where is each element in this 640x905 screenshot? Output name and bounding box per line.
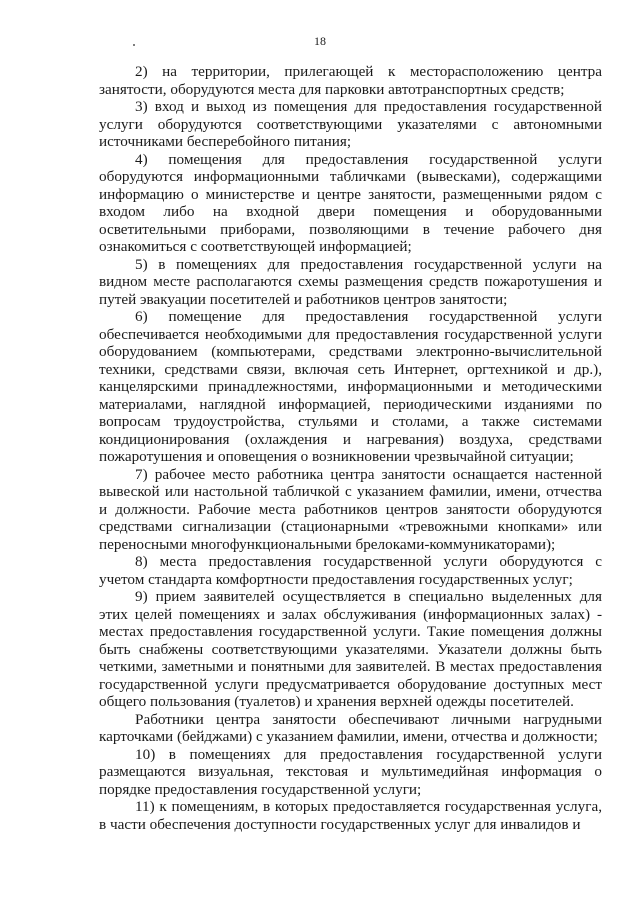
page-number: 18 [314, 34, 326, 48]
paragraph-item-7: 7) рабочее место работника центра занятости оснащается настенной вывеской или настольной табличкой с указанием фамилии, имени, отчества и должности. Рабочие места работников центров занятости оборудуются средствами сигнализации (стационарными «тревожными кнопками» или переносными многофункциональными брелоками-коммуникаторами); [99, 465, 602, 553]
scan-speck [133, 44, 135, 46]
paragraph-item-11: 11) к помещениям, в которых предоставляется государственная услуга, в части обеспечения доступности государственных услуг для инвалидов и [99, 798, 602, 833]
paragraph-item-3: 3) вход и выход из помещения для предоставления государственной услуги оборудуются соответствующими указателями с автономными источниками бесперебойного питания; [99, 98, 602, 150]
paragraph-item-4: 4) помещения для предоставления государственной услуги оборудуются информационными табличками (вывесками), содержащими информацию о министерстве и центре занятости, размещенными рядом с входом либо на входной двери помещения и оборудованными осветительными приборами, позволяющими в течение рабочего дня ознакомиться с соответствующей информацией; [99, 150, 602, 255]
paragraph-staff-badges: Работники центра занятости обеспечивают личными нагрудными карточками (бейджами) с указанием фамилии, имени, отчества и должности; [99, 710, 602, 745]
paragraph-item-8: 8) места предоставления государственной услуги оборудуются с учетом стандарта комфортности предоставления государственных услуг; [99, 553, 602, 588]
paragraph-item-6: 6) помещение для предоставления государственной услуги обеспечивается необходимыми для предоставления государственной услуги оборудованием (компьютерами, средствами электронно-вычислительной техники, средствами связи, включая сеть Интернет, оргтехникой и др.), канцелярскими принадлежностями, информационными и методическими материалами, наглядной информацией, периодическими изданиями по вопросам трудоустройства, стульями и столами, а также системами кондиционирования (охлаждения и нагревания) воздуха, средствами пожаротушения и оповещения о возникновении чрезвычайной ситуации; [99, 308, 602, 465]
document-body [99, 63, 602, 833]
paragraph-item-10: 10) в помещениях для предоставления государственной услуги размещаются визуальная, текстовая и мультимедийная информация о порядке предоставления государственной услуги; [99, 745, 602, 798]
paragraph-item-5: 5) в помещениях для предоставления государственной услуги на видном месте располагаются схемы размещения средств пожаротушения и путей эвакуации посетителей и работников центров занятости; [99, 255, 602, 308]
paragraph-item-9: 9) прием заявителей осуществляется в специально выделенных для этих целей помещениях и залах обслуживания (информационных залах) - местах предоставления государственной услуги. Такие помещения должны быть снабжены соответствующими указателями. Указатели должны быть четкими, заметными и понятными для заявителей. В местах предоставления государственной услуги предусматривается оборудование доступных мест общего пользования (туалетов) и хранения верхней одежды посетителей. [99, 588, 602, 710]
paragraph-item-2: 2) на территории, прилегающей к месторасположению центра занятости, оборудуются места для парковки автотранспортных средств; [99, 63, 602, 98]
